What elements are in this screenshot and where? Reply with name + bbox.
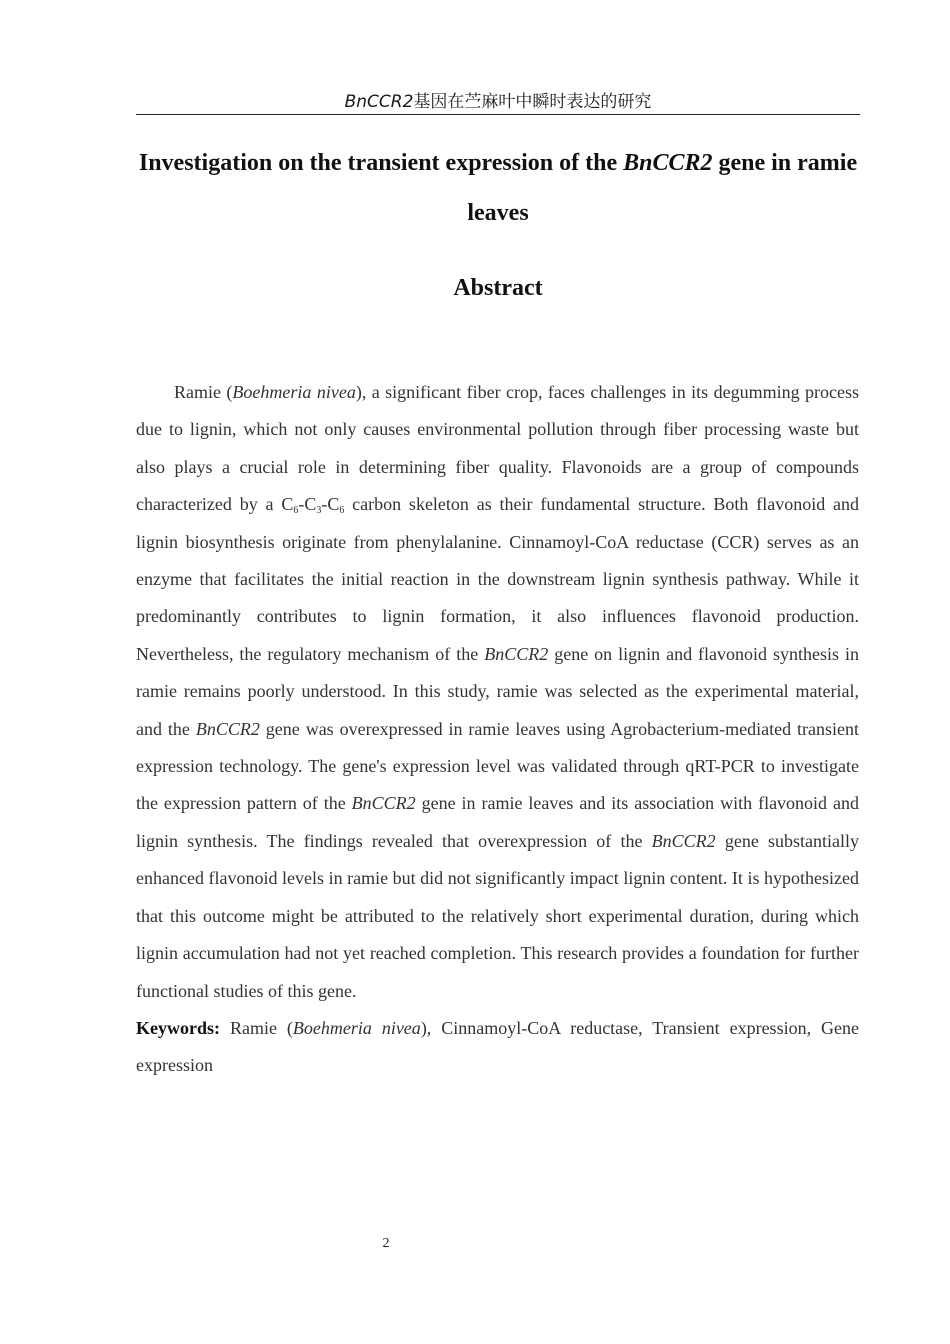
abstract-text-9: gene substantially enhanced flavonoid levels in ramie but did not significantly impact lignin content. It is hypothesized that this outcome might be attributed to the relatively short experimental duration, during which lignin accumulation had not yet reached completion. This research provides a foundation for further functional studies of this gene. — [136, 830, 859, 1001]
abstract-text-7: gene was overexpressed in ramie leaves using Agrobacterium-mediated transient expression technology. The gene's expression level was validated through qRT-PCR to investigate the expression pattern of the — [136, 718, 859, 814]
subscript-6b: 6 — [339, 505, 345, 517]
abstract-paragraph — [136, 374, 859, 1010]
page-number: 2 — [382, 1236, 390, 1251]
abstract-body — [136, 374, 859, 1085]
keywords-text-2: ), Cinnamoyl-CoA reductase, Transient expression, Gene expression — [136, 1017, 860, 1076]
abstract-text-2: ), a significant fiber crop, faces challenges in its degumming process due to lignin, which not only causes environmental pollution through fiber processing waste but also plays a crucial role in determining fiber quality. Flavonoids are a group of compounds characterized by a C — [136, 382, 860, 515]
keywords-label: Keywords: — [136, 1017, 220, 1038]
abstract-gene-name-1: BnCCR2 — [484, 643, 549, 664]
abstract-text-6: gene on lignin and flavonoid synthesis in ramie remains poorly understood. In this study, ramie was selected as the experimental material, and the — [136, 643, 859, 739]
abstract-heading: Abstract — [453, 275, 543, 301]
header-gene-name: BnCCR2 — [344, 92, 414, 112]
title-gene-name: BnCCR2 — [623, 150, 713, 176]
abstract-text-3: -C — [298, 494, 317, 515]
abstract-gene-name-3: BnCCR2 — [351, 793, 416, 814]
title-part1: Investigation on the transient expression of the — [138, 150, 624, 176]
running-header — [136, 92, 860, 115]
subscript-3: 3 — [316, 505, 322, 517]
abstract-text-5: carbon skeleton as their fundamental structure. Both flavonoid and lignin biosynthesis originate from phenylalanine. Cinnamoyl-CoA reductase (CCR) serves as an enzyme that facilitates the initial reaction in the downstream lignin synthesis pathway. While it predominantly contributes to lignin formation, it also influences flavonoid production. Nevertheless, the regulatory mechanism of the — [136, 494, 859, 664]
abstract-gene-name-2: BnCCR2 — [195, 718, 260, 739]
title-part2: gene in ramie leaves — [467, 150, 858, 226]
header-chinese-title: 基因在苎麻叶中瞬时表达的研究 — [413, 92, 652, 112]
subscript-6a: 6 — [293, 505, 299, 517]
abstract-gene-name-4: BnCCR2 — [651, 830, 716, 851]
abstract-species-name: Boehmeria nivea — [232, 382, 356, 402]
keywords-species-name: Boehmeria nivea — [292, 1017, 421, 1038]
paper-title — [136, 138, 860, 238]
keywords-text-1: Ramie ( — [220, 1017, 293, 1038]
abstract-text-4: -C — [321, 494, 340, 515]
abstract-text-1: Ramie ( — [174, 382, 233, 402]
keywords-line — [136, 1010, 859, 1085]
abstract-text-8: gene in ramie leaves and its association with flavonoid and lignin synthesis. The findings revealed that overexpression of the — [136, 793, 859, 851]
